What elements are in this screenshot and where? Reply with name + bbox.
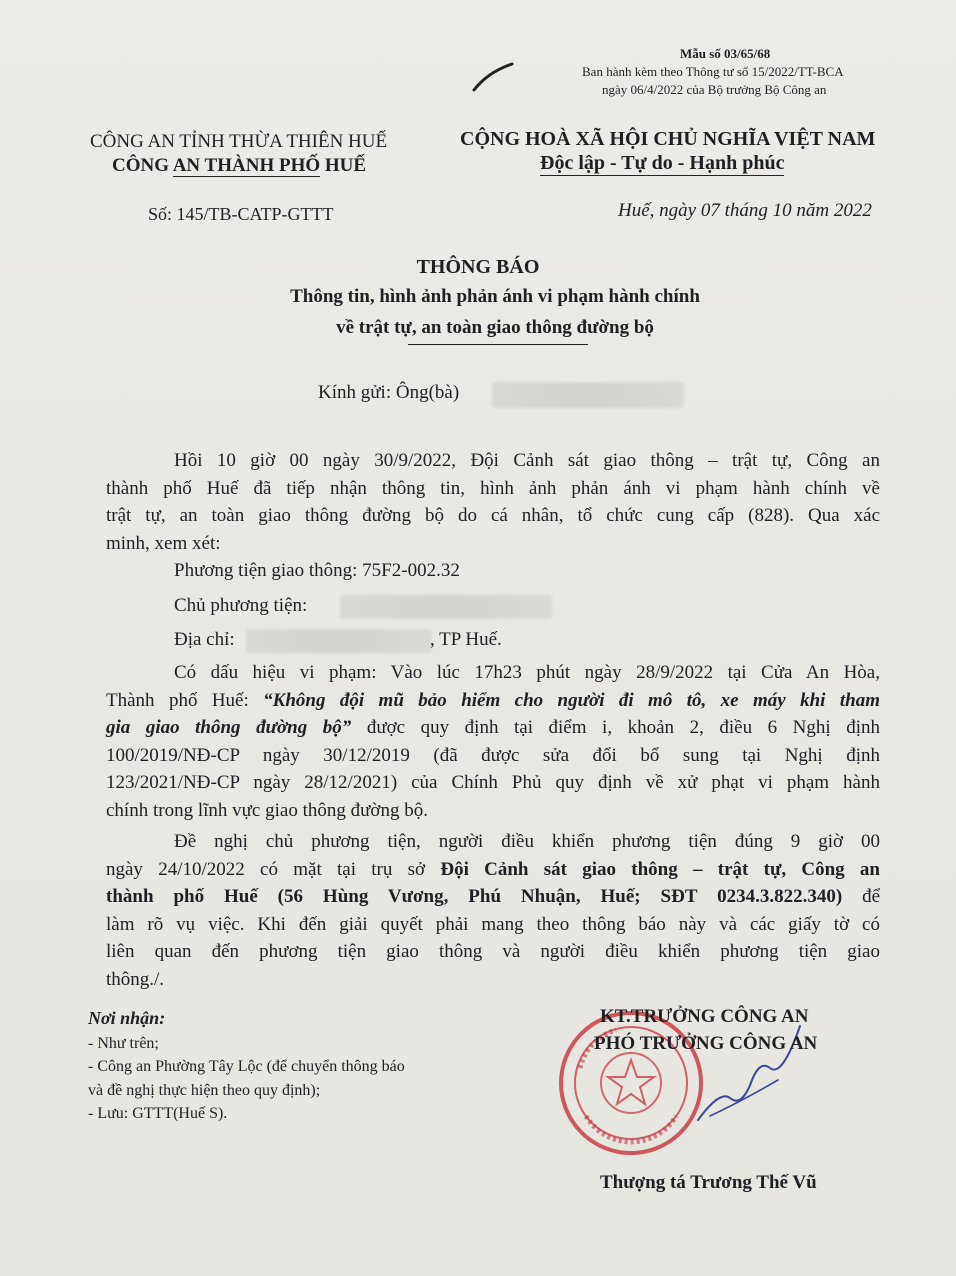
signer-name: Thượng tá Trương Thế Vũ xyxy=(600,1172,817,1193)
paragraph-line xyxy=(106,687,880,715)
violation-paragraph xyxy=(106,659,880,824)
paragraph-line: chính trong lĩnh vực giao thông đường bộ. xyxy=(106,799,428,821)
form-issued-line: Ban hành kèm theo Thông tư số 15/2022/TT-BCA xyxy=(582,64,844,79)
paragraph-line: minh, xem xét: xyxy=(106,532,221,554)
motto xyxy=(540,152,784,175)
nation-name: CỘNG HOÀ XÃ HỘI CHỦ NGHĨA VIỆT NAM xyxy=(460,128,876,150)
paragraph-line xyxy=(106,714,880,742)
recipient-item: - Như trên; xyxy=(88,1035,159,1052)
paragraph-line: thành phố Huế đã tiếp nhận thông tin, hình ảnh phản ánh vi phạm hành chính về xyxy=(106,477,880,499)
paragraph-line: trật tự, an toàn giao thông đường bộ do cá nhân, tổ chức cung cấp (828). Qua xác xyxy=(106,505,880,526)
paragraph-line: Hồi 10 giờ 00 ngày 30/9/2022, Đội Cảnh sát giao thông – trật tự, Công an xyxy=(174,450,880,471)
address-suffix: , TP Huế. xyxy=(430,629,502,650)
intro-paragraph xyxy=(106,447,880,557)
subtitle-underline xyxy=(408,344,588,345)
recipient-item: và đề nghị thực hiện theo quy định); xyxy=(88,1082,321,1099)
violation-quote: “Không đội mũ bảo hiểm cho người đi mô tô, xe máy khi tham xyxy=(263,689,880,711)
agency-name xyxy=(112,155,366,177)
text-run: được quy định tại điểm i, khoản 2, điều 6 Nghị định xyxy=(351,717,880,738)
paragraph-line: liên quan đến phương tiện giao thông và người điều khiển phương tiện giao xyxy=(106,941,880,962)
text-run: ngày 24/10/2022 có mặt tại trụ sở xyxy=(106,858,441,880)
owner-field: Chủ phương tiện: xyxy=(174,595,308,616)
document-subtitle-1: Thông tin, hình ảnh phản ánh vi phạm hành chính xyxy=(290,286,700,307)
motto-text: Độc lập - Tự do - Hạnh phúc xyxy=(540,152,785,174)
office-address: thành phố Huế (56 Hùng Vương, Phú Nhuận, Huế; SĐT 0234.3.822.340) xyxy=(106,886,843,907)
paragraph-line xyxy=(106,856,880,884)
document-title: THÔNG BÁO xyxy=(416,256,540,278)
official-seal-icon xyxy=(556,1008,706,1158)
paragraph-line: Đề nghị chủ phương tiện, người điều khiển phương tiện đúng 9 giờ 00 xyxy=(174,831,880,852)
document-number: Số: 145/TB-CATP-GTTT xyxy=(148,204,334,224)
violation-quote: gia giao thông đường bộ” xyxy=(106,717,352,738)
vehicle-field: Phương tiện giao thông: 75F2-002.32 xyxy=(174,560,460,581)
agency-name-part: CÔNG xyxy=(112,155,173,176)
recipients-heading: Nơi nhận: xyxy=(88,1008,166,1028)
paragraph-line: Có dấu hiệu vi phạm: Vào lúc 17h23 phút ngày 28/9/2022 tại Cửa An Hòa, xyxy=(174,662,880,683)
place-date: Huế, ngày 07 tháng 10 năm 2022 xyxy=(618,200,872,221)
document-subtitle-2: về trật tự, an toàn giao thông đường bộ xyxy=(336,317,654,338)
text-run: để xyxy=(842,886,881,907)
redacted-name xyxy=(492,382,684,408)
paragraph-line: 123/2021/NĐ-CP ngày 28/12/2021) của Chính Phủ quy định về xử phạt vi phạm hành xyxy=(106,772,880,793)
paragraph-line xyxy=(106,883,880,911)
recipient-item: - Công an Phường Tây Lộc (để chuyển thông báo xyxy=(88,1058,405,1075)
redacted-address xyxy=(246,629,432,653)
request-paragraph xyxy=(106,828,880,993)
text-run: Thành phố Huế: xyxy=(106,689,264,711)
recipient-item: - Lưu: GTTT(Huế S). xyxy=(88,1105,228,1122)
signature-title-1: KT.TRƯỞNG CÔNG AN xyxy=(600,1006,809,1027)
greeting: Kính gửi: Ông(bà) xyxy=(318,382,460,403)
address-field: Địa chỉ: xyxy=(174,629,235,650)
paragraph-line: thông./. xyxy=(106,968,165,990)
office-name: Đội Cảnh sát giao thông – trật tự, Công an xyxy=(440,858,880,880)
agency-name-underlined: AN THÀNH PHỐ xyxy=(172,155,321,176)
form-number: Mẫu số 03/65/68 xyxy=(680,46,771,61)
agency-name-part: HUẾ xyxy=(320,155,367,176)
pen-mark-icon xyxy=(468,60,518,96)
redacted-owner xyxy=(340,595,552,619)
paragraph-line: làm rõ vụ việc. Khi đến giải quyết phải mang theo thông báo này và các giấy tờ có xyxy=(106,913,880,935)
paragraph-line: 100/2019/NĐ-CP ngày 30/12/2019 (đã được sửa đổi bổ sung tại Nghị định xyxy=(106,744,880,766)
signature-title-2: PHÓ TRƯỞNG CÔNG AN xyxy=(594,1033,818,1054)
agency-parent: CÔNG AN TỈNH THỪA THIÊN HUẾ xyxy=(90,131,388,152)
form-date-line: ngày 06/4/2022 của Bộ trưởng Bộ Công an xyxy=(602,82,827,97)
